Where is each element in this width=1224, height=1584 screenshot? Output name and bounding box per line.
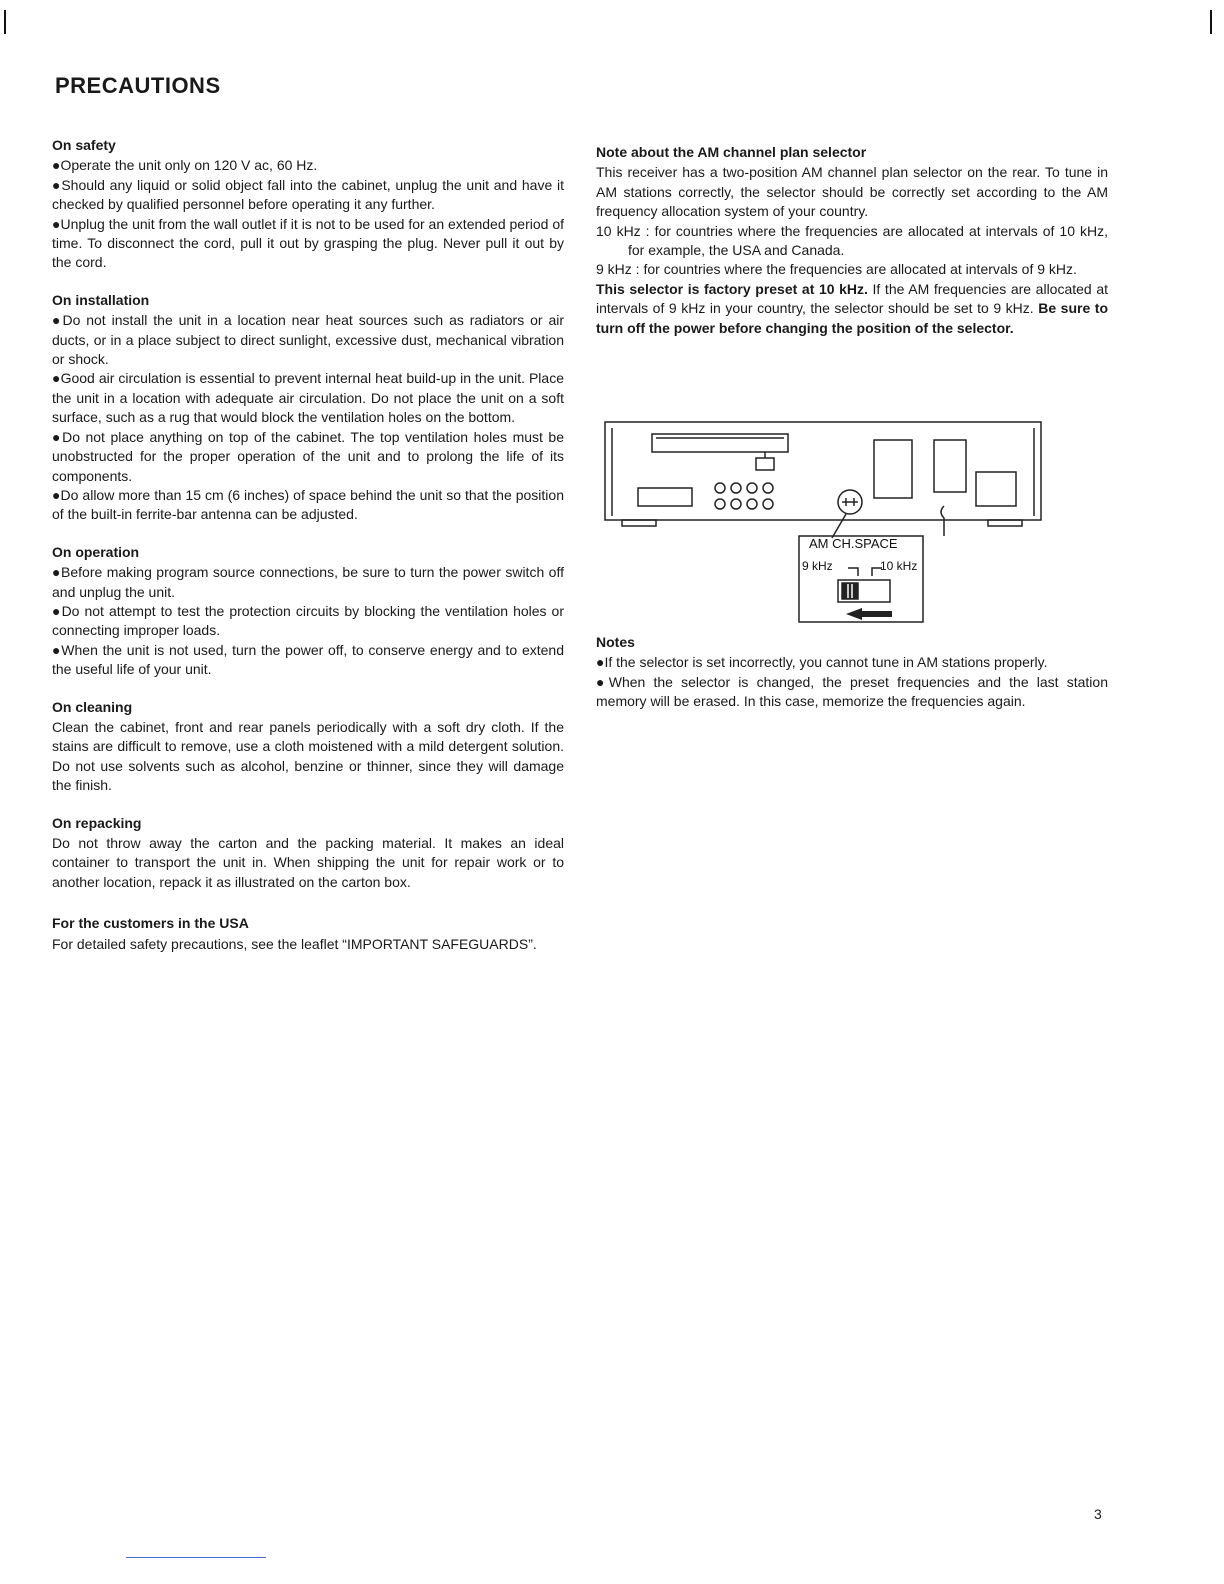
safety-item: ●Unplug the unit from the wall outlet if it is not to be used for an extended period of time. To disconnect the cord, pull it out by grasping the plug. Never pull it out by the cord. bbox=[52, 215, 564, 271]
section-operation bbox=[52, 543, 564, 680]
bottom-rule bbox=[126, 1557, 266, 1558]
note-item: ●If the selector is set incorrectly, you cannot tune in AM stations properly. bbox=[596, 654, 1048, 671]
arrow-left-icon bbox=[846, 608, 892, 620]
notes-section bbox=[596, 633, 1108, 730]
page-number: 3 bbox=[1094, 1506, 1102, 1522]
factory-preset-bold: This selector is factory preset at 10 kHz. bbox=[596, 280, 868, 297]
page-title: PRECAUTIONS bbox=[55, 73, 221, 98]
foot-right bbox=[988, 520, 1022, 526]
section-repacking bbox=[52, 814, 564, 893]
option-10khz bbox=[596, 222, 1108, 261]
left-edge-mark bbox=[4, 10, 6, 34]
option-9khz bbox=[596, 260, 1108, 279]
installation-item: ●Do not place anything on top of the cabinet. The top ventilation holes must be unobstructed for the proper operation of the unit and to prolong the life of its components. bbox=[52, 428, 564, 484]
operation-item: ●Before making program source connections, be sure to turn the power switch off and unplug the unit. bbox=[52, 564, 564, 600]
operation-item: ●Do not attempt to test the protection circuits by blocking the ventilation holes or connecting improper loads. bbox=[52, 602, 564, 639]
option-10khz-text: for countries where the frequencies are allocated at intervals of 10 kHz, for example, the USA and Canada. bbox=[628, 222, 1109, 259]
diagram-9khz: 9 kHz bbox=[802, 559, 833, 573]
power-cord bbox=[941, 506, 944, 536]
operation-item: ●When the unit is not used, turn the power off, to conserve energy and to extend the useful life of your unit. bbox=[52, 641, 564, 678]
operation-heading: On operation bbox=[52, 543, 140, 560]
antenna-clip bbox=[756, 458, 774, 470]
right-column bbox=[596, 143, 1108, 356]
installation-heading: On installation bbox=[52, 291, 150, 308]
installation-item: ●Good air circulation is essential to prevent internal heat build-up in the unit. Place the unit in a location with adequate air circulation. Do not place the unit on a soft surface, such as a rug that would block the ventilation holes on the bottom. bbox=[52, 370, 564, 426]
installation-item: ●Do not install the unit in a location near heat sources such as radiators or air ducts, or in a place subject to direct sunlight, excessive dust, mechanical vibration or shock. bbox=[52, 312, 564, 368]
section-usa bbox=[52, 914, 564, 954]
factory-preset-warning: Be sure to turn off the power before changing the position of the selector. bbox=[596, 300, 1108, 336]
notes-heading: Notes bbox=[596, 634, 635, 650]
safety-heading: On safety bbox=[52, 137, 116, 153]
safety-item: ●Should any liquid or solid object fall into the cabinet, unplug the unit and have it checked by qualified personnel before operating it any further. bbox=[52, 176, 564, 213]
usa-heading: For the customers in the USA bbox=[52, 915, 249, 932]
speaker-block bbox=[934, 440, 966, 492]
cleaning-heading: On cleaning bbox=[52, 698, 133, 715]
section-notes bbox=[596, 633, 1108, 712]
right-edge-mark bbox=[1210, 10, 1212, 34]
usa-text: For detailed safety precautions, see the leaflet “IMPORTANT SAFEGUARDS”. bbox=[52, 935, 537, 952]
left-column bbox=[52, 136, 564, 972]
am-selector-heading: Note about the AM channel plan selector bbox=[596, 144, 867, 160]
slide-switch-knob bbox=[842, 583, 858, 599]
rear-panel-diagram bbox=[600, 418, 1046, 628]
cleaning-text: Clean the cabinet, front and rear panels periodically with a soft dry cloth. If the stains are difficult to remove, use a cloth moistened with a mild detergent solution. Do not use solvents such as alcohol, benzine or thinner, since they will damage the finish. bbox=[52, 718, 564, 794]
label-plate bbox=[638, 488, 692, 506]
repacking-text: Do not throw away the carton and the packing material. It makes an ideal container to transport the unit in. When shipping the unit for repair work or to another location, repack it as illustrated on the carton box. bbox=[52, 835, 564, 890]
diagram-10khz: 10 kHz bbox=[880, 559, 918, 573]
note-item: ●When the selector is changed, the preset frequencies and the last station memory will be erased. In this case, memorize the frequencies again. bbox=[596, 673, 1108, 710]
safety-item: ●Operate the unit only on 120 V ac, 60 Hz. bbox=[52, 157, 318, 174]
callout-line bbox=[832, 514, 846, 538]
installation-item: ●Do allow more than 15 cm (6 inches) of space behind the unit so that the position of the built-in ferrite-bar antenna can be adjusted. bbox=[52, 486, 564, 523]
am-selector-intro: This receiver has a two-position AM channel plan selector on the rear. To tune in AM stations correctly, the selector should be correctly set according to the AM frequency allocation system of your country. bbox=[596, 164, 1108, 220]
option-9khz-term: 9 kHz : bbox=[596, 261, 644, 278]
section-installation bbox=[52, 291, 564, 525]
option-9khz-text: for countries where the frequencies are allocated at intervals of 9 kHz. bbox=[643, 261, 1077, 278]
diagram-label: AM CH.SPACE bbox=[809, 536, 898, 551]
factory-preset-text: If the AM frequencies are allocated at intervals of 9 kHz in your country, the selector should be set to 9 kHz. bbox=[596, 280, 1109, 317]
section-cleaning bbox=[52, 698, 564, 796]
ac-outlet bbox=[976, 472, 1016, 506]
factory-preset-paragraph bbox=[596, 280, 1108, 338]
section-am-selector bbox=[596, 143, 1108, 338]
foot-left bbox=[622, 520, 656, 526]
terminal-block bbox=[874, 440, 912, 498]
repacking-heading: On repacking bbox=[52, 814, 142, 831]
section-safety bbox=[52, 136, 564, 273]
option-10khz-term: 10 kHz : bbox=[596, 222, 655, 239]
antenna-bar bbox=[652, 434, 788, 452]
